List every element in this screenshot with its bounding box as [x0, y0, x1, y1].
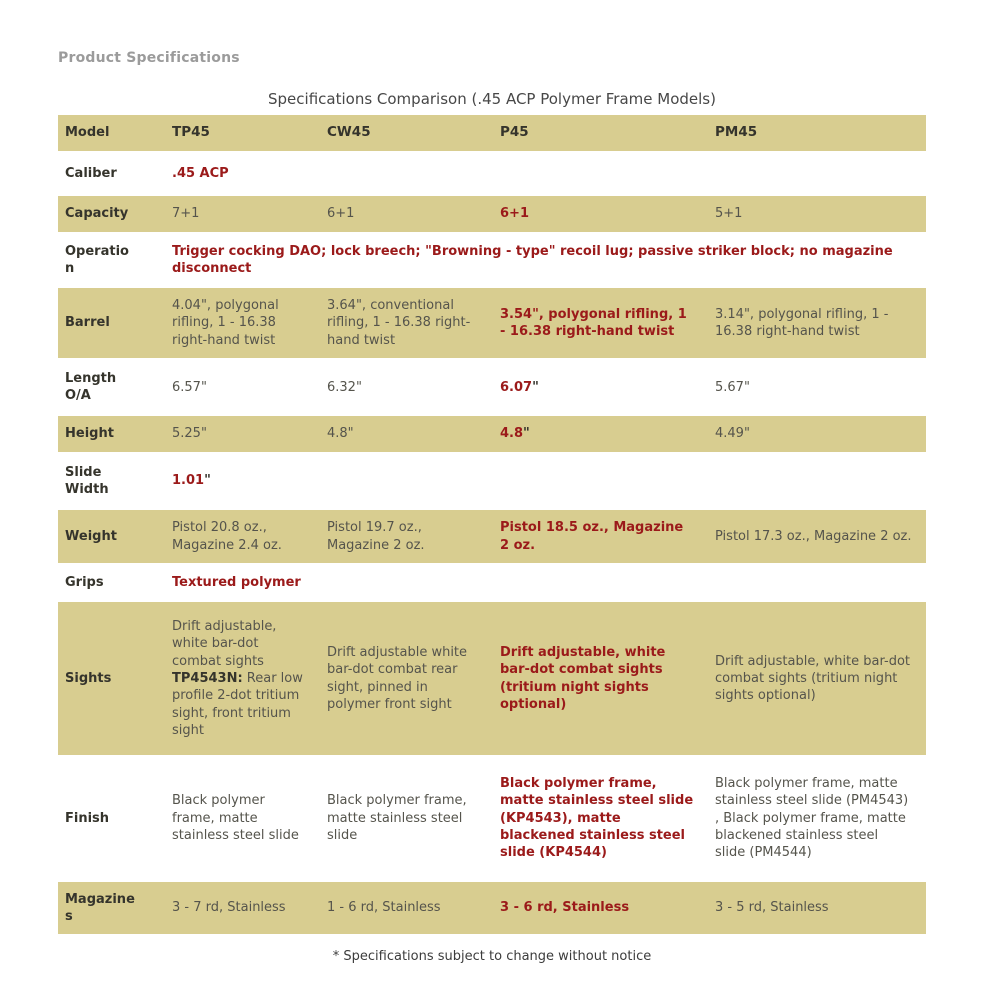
cell-cw45: 4.8": [320, 416, 493, 453]
cell-tp45: Pistol 20.8 oz., Magazine 2.4 oz.: [165, 510, 320, 565]
cell-pm45: 5+1: [708, 196, 926, 233]
table-title: Specifications Comparison (.45 ACP Polymer Frame Models): [268, 90, 716, 108]
cell-tp45: [165, 602, 320, 757]
slide-width-number: 1.01: [172, 473, 205, 489]
cell-tp45: Black polymer frame, matte stainless steel slide: [165, 757, 320, 881]
row-operation: [58, 234, 926, 289]
row-label: Magazines: [58, 882, 165, 937]
length-value: 6.07: [500, 379, 533, 395]
footnote: * Specifications subject to change without notice: [332, 949, 652, 965]
cell-cw45: 3.64", conventional rifling, 1 - 16.38 right-hand twist: [320, 288, 493, 360]
cell-tp45: 7+1: [165, 196, 320, 233]
row-label: Height: [58, 416, 165, 453]
specs-table: [58, 115, 926, 936]
row-weight: [58, 510, 926, 565]
cell-pm45: Drift adjustable, white bar-dot combat sights (tritium night sights optional): [708, 602, 926, 757]
row-slide-width: [58, 454, 926, 511]
row-label: Barrel: [58, 288, 165, 360]
cell-p45: Drift adjustable, white bar-dot combat sights (tritium night sights optional): [493, 602, 708, 757]
section-heading: Product Specifications: [58, 50, 240, 66]
row-label: Operation: [58, 234, 165, 289]
cell-tp45: 6.57": [165, 360, 320, 417]
grips-value: Textured polymer: [165, 565, 926, 602]
row-finish: [58, 757, 926, 881]
cell-cw45: Drift adjustable white bar-dot combat rear sight, pinned in polymer front sight: [320, 602, 493, 757]
row-label: Grips: [58, 565, 165, 602]
sights-text: Rear low profile 2-dot tritium sight, front tritium sight: [172, 671, 303, 738]
row-label: Weight: [58, 510, 165, 565]
cell-cw45: Black polymer frame, matte stainless steel slide: [320, 757, 493, 881]
cell-pm45: 4.49": [708, 416, 926, 453]
row-caliber: [58, 153, 926, 196]
header-cw45: CW45: [320, 115, 493, 153]
cell-pm45: 5.67": [708, 360, 926, 417]
row-magazines: [58, 882, 926, 937]
row-capacity: [58, 196, 926, 233]
row-label: Finish: [58, 757, 165, 881]
cell-p45: [493, 416, 708, 453]
row-label: Slide Width: [58, 454, 165, 511]
header-model-label: Model: [58, 115, 165, 153]
sights-model-code: TP4543N:: [172, 671, 243, 687]
row-label: Caliber: [58, 153, 165, 196]
cell-pm45: 3 - 5 rd, Stainless: [708, 882, 926, 937]
cell-p45: Black polymer frame, matte stainless steel slide (KP4543), matte blackened stainless steel slide (KP4544): [493, 757, 708, 881]
cell-pm45: 3.14", polygonal rifling, 1 - 16.38 right-hand twist: [708, 288, 926, 360]
row-grips: [58, 565, 926, 602]
height-value: 4.8: [500, 426, 524, 442]
inch-mark: ": [204, 473, 211, 489]
header-tp45: TP45: [165, 115, 320, 153]
cell-pm45: Black polymer frame, matte stainless steel slide (PM4543) , Black polymer frame, matte blackened stainless steel slide (PM4544): [708, 757, 926, 881]
operation-value: Trigger cocking DAO; lock breech; "Browning - type" recoil lug; passive striker block; no magazine disconnect: [165, 234, 926, 289]
content-area: [58, 0, 926, 964]
cell-tp45: 4.04", polygonal rifling, 1 - 16.38 right-hand twist: [165, 288, 320, 360]
cell-cw45: Pistol 19.7 oz., Magazine 2 oz.: [320, 510, 493, 565]
cell-p45: 3.54", polygonal rifling, 1 - 16.38 right-hand twist: [493, 288, 708, 360]
cell-cw45: 1 - 6 rd, Stainless: [320, 882, 493, 937]
sights-text: Drift adjustable, white bar-dot combat sights: [172, 619, 277, 669]
row-barrel: [58, 288, 926, 360]
row-length-oa: [58, 360, 926, 417]
header-pm45: PM45: [708, 115, 926, 153]
cell-cw45: 6+1: [320, 196, 493, 233]
row-label: Capacity: [58, 196, 165, 233]
cell-p45: Pistol 18.5 oz., Magazine 2 oz.: [493, 510, 708, 565]
cell-pm45: Pistol 17.3 oz., Magazine 2 oz.: [708, 510, 926, 565]
inch-mark: ": [523, 426, 530, 442]
cell-p45: [493, 360, 708, 417]
inch-mark: ": [532, 379, 539, 395]
cell-tp45: 5.25": [165, 416, 320, 453]
cell-cw45: 6.32": [320, 360, 493, 417]
slide-width-value: [165, 454, 926, 511]
row-label: Length O/A: [58, 360, 165, 417]
cell-p45: 3 - 6 rd, Stainless: [493, 882, 708, 937]
header-p45: P45: [493, 115, 708, 153]
cell-p45: 6+1: [493, 196, 708, 233]
header-row: [58, 115, 926, 153]
row-sights: [58, 602, 926, 757]
caliber-value: .45 ACP: [165, 153, 926, 196]
row-height: [58, 416, 926, 453]
row-label: Sights: [58, 602, 165, 757]
cell-tp45: 3 - 7 rd, Stainless: [165, 882, 320, 937]
